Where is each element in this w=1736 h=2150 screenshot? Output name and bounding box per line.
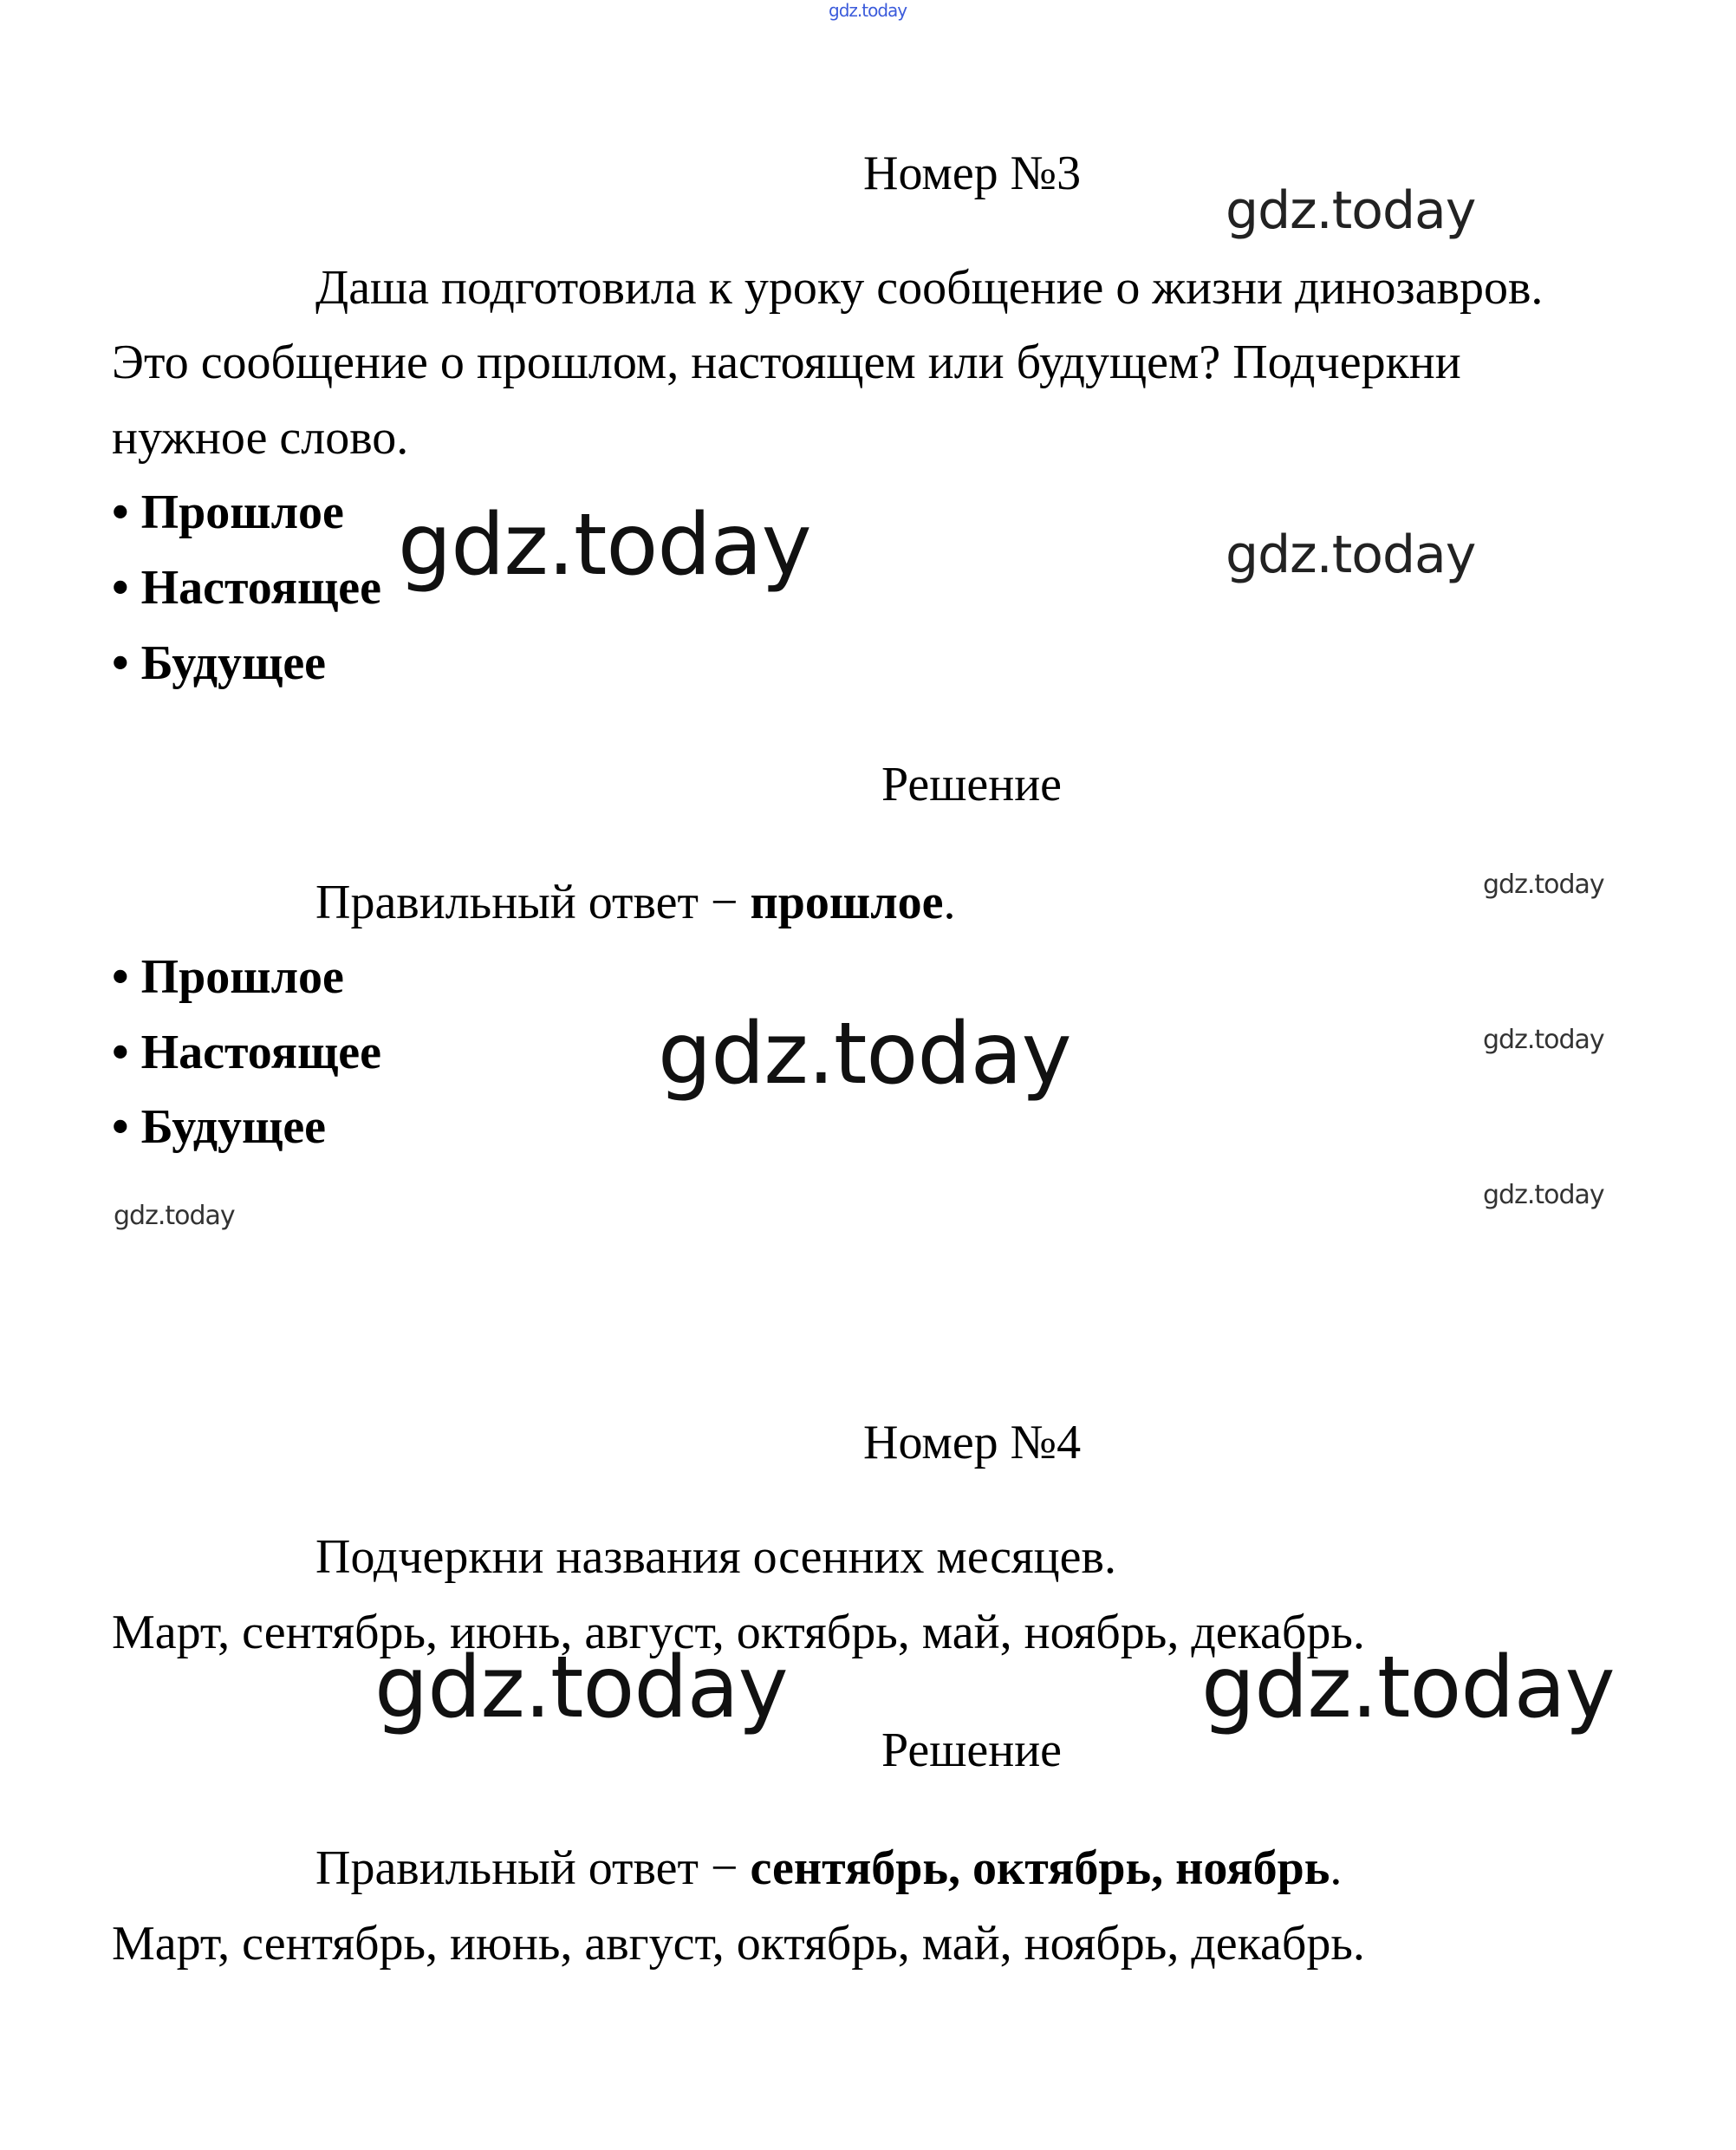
- task3-answer-suffix: .: [943, 876, 956, 929]
- watermark: gdz.today: [398, 496, 811, 595]
- task3-answer-option-past: • Прошлое: [112, 950, 344, 1004]
- task4-heading: Номер №4: [863, 1416, 1082, 1469]
- task3-option-past: • Прошлое: [112, 485, 344, 539]
- task3-heading: Номер №3: [863, 147, 1082, 200]
- watermark: gdz.today: [1201, 1639, 1615, 1737]
- watermark: gdz.today: [1483, 870, 1604, 900]
- task3-answer-bold: прошлое: [750, 876, 944, 929]
- watermark: gdz.today: [1226, 180, 1476, 241]
- watermark: gdz.today: [114, 1201, 235, 1231]
- task3-question-line1: Даша подготовила к уроку сообщение о жизни динозавров.: [315, 261, 1544, 315]
- task4-answer-bold: сентябрь, октябрь, ноябрь: [750, 1841, 1330, 1895]
- task3-answer-option-present: • Настоящее: [112, 1026, 382, 1079]
- task3-option-present: • Настоящее: [112, 561, 382, 615]
- task3-answer-prefix: Правильный ответ −: [315, 876, 751, 929]
- watermark: gdz.today: [1226, 524, 1476, 585]
- watermark: gdz.today: [374, 1639, 788, 1737]
- task4-answer-prefix: Правильный ответ −: [315, 1841, 751, 1895]
- task3-option-future: • Будущее: [112, 636, 327, 690]
- task4-solution-heading: Решение: [881, 1723, 1063, 1777]
- task3-question-line3: нужное слово.: [112, 411, 409, 465]
- task4-answer-line: [315, 1841, 1343, 1895]
- task4-question-line1: Подчеркни названия осенних месяцев.: [315, 1530, 1116, 1584]
- task3-answer-option-future: • Будущее: [112, 1100, 327, 1154]
- watermark: gdz.today: [1483, 1025, 1604, 1055]
- task3-solution-heading: Решение: [881, 758, 1063, 811]
- task4-answer-suffix: .: [1330, 1841, 1343, 1895]
- task3-question-line2: Это сообщение о прошлом, настоящем или будущем? Подчеркни: [112, 336, 1461, 389]
- task3-answer-line: [315, 878, 955, 927]
- watermark: gdz.today: [1483, 1180, 1604, 1210]
- task4-answer-months-line: Март, сентябрь, июнь, август, октябрь, май, ноябрь, декабрь.: [112, 1917, 1365, 1971]
- top-watermark: gdz.today: [829, 0, 907, 21]
- task4-months-line: Март, сентябрь, июнь, август, октябрь, май, ноябрь, декабрь.: [112, 1606, 1365, 1659]
- watermark: gdz.today: [658, 1005, 1071, 1104]
